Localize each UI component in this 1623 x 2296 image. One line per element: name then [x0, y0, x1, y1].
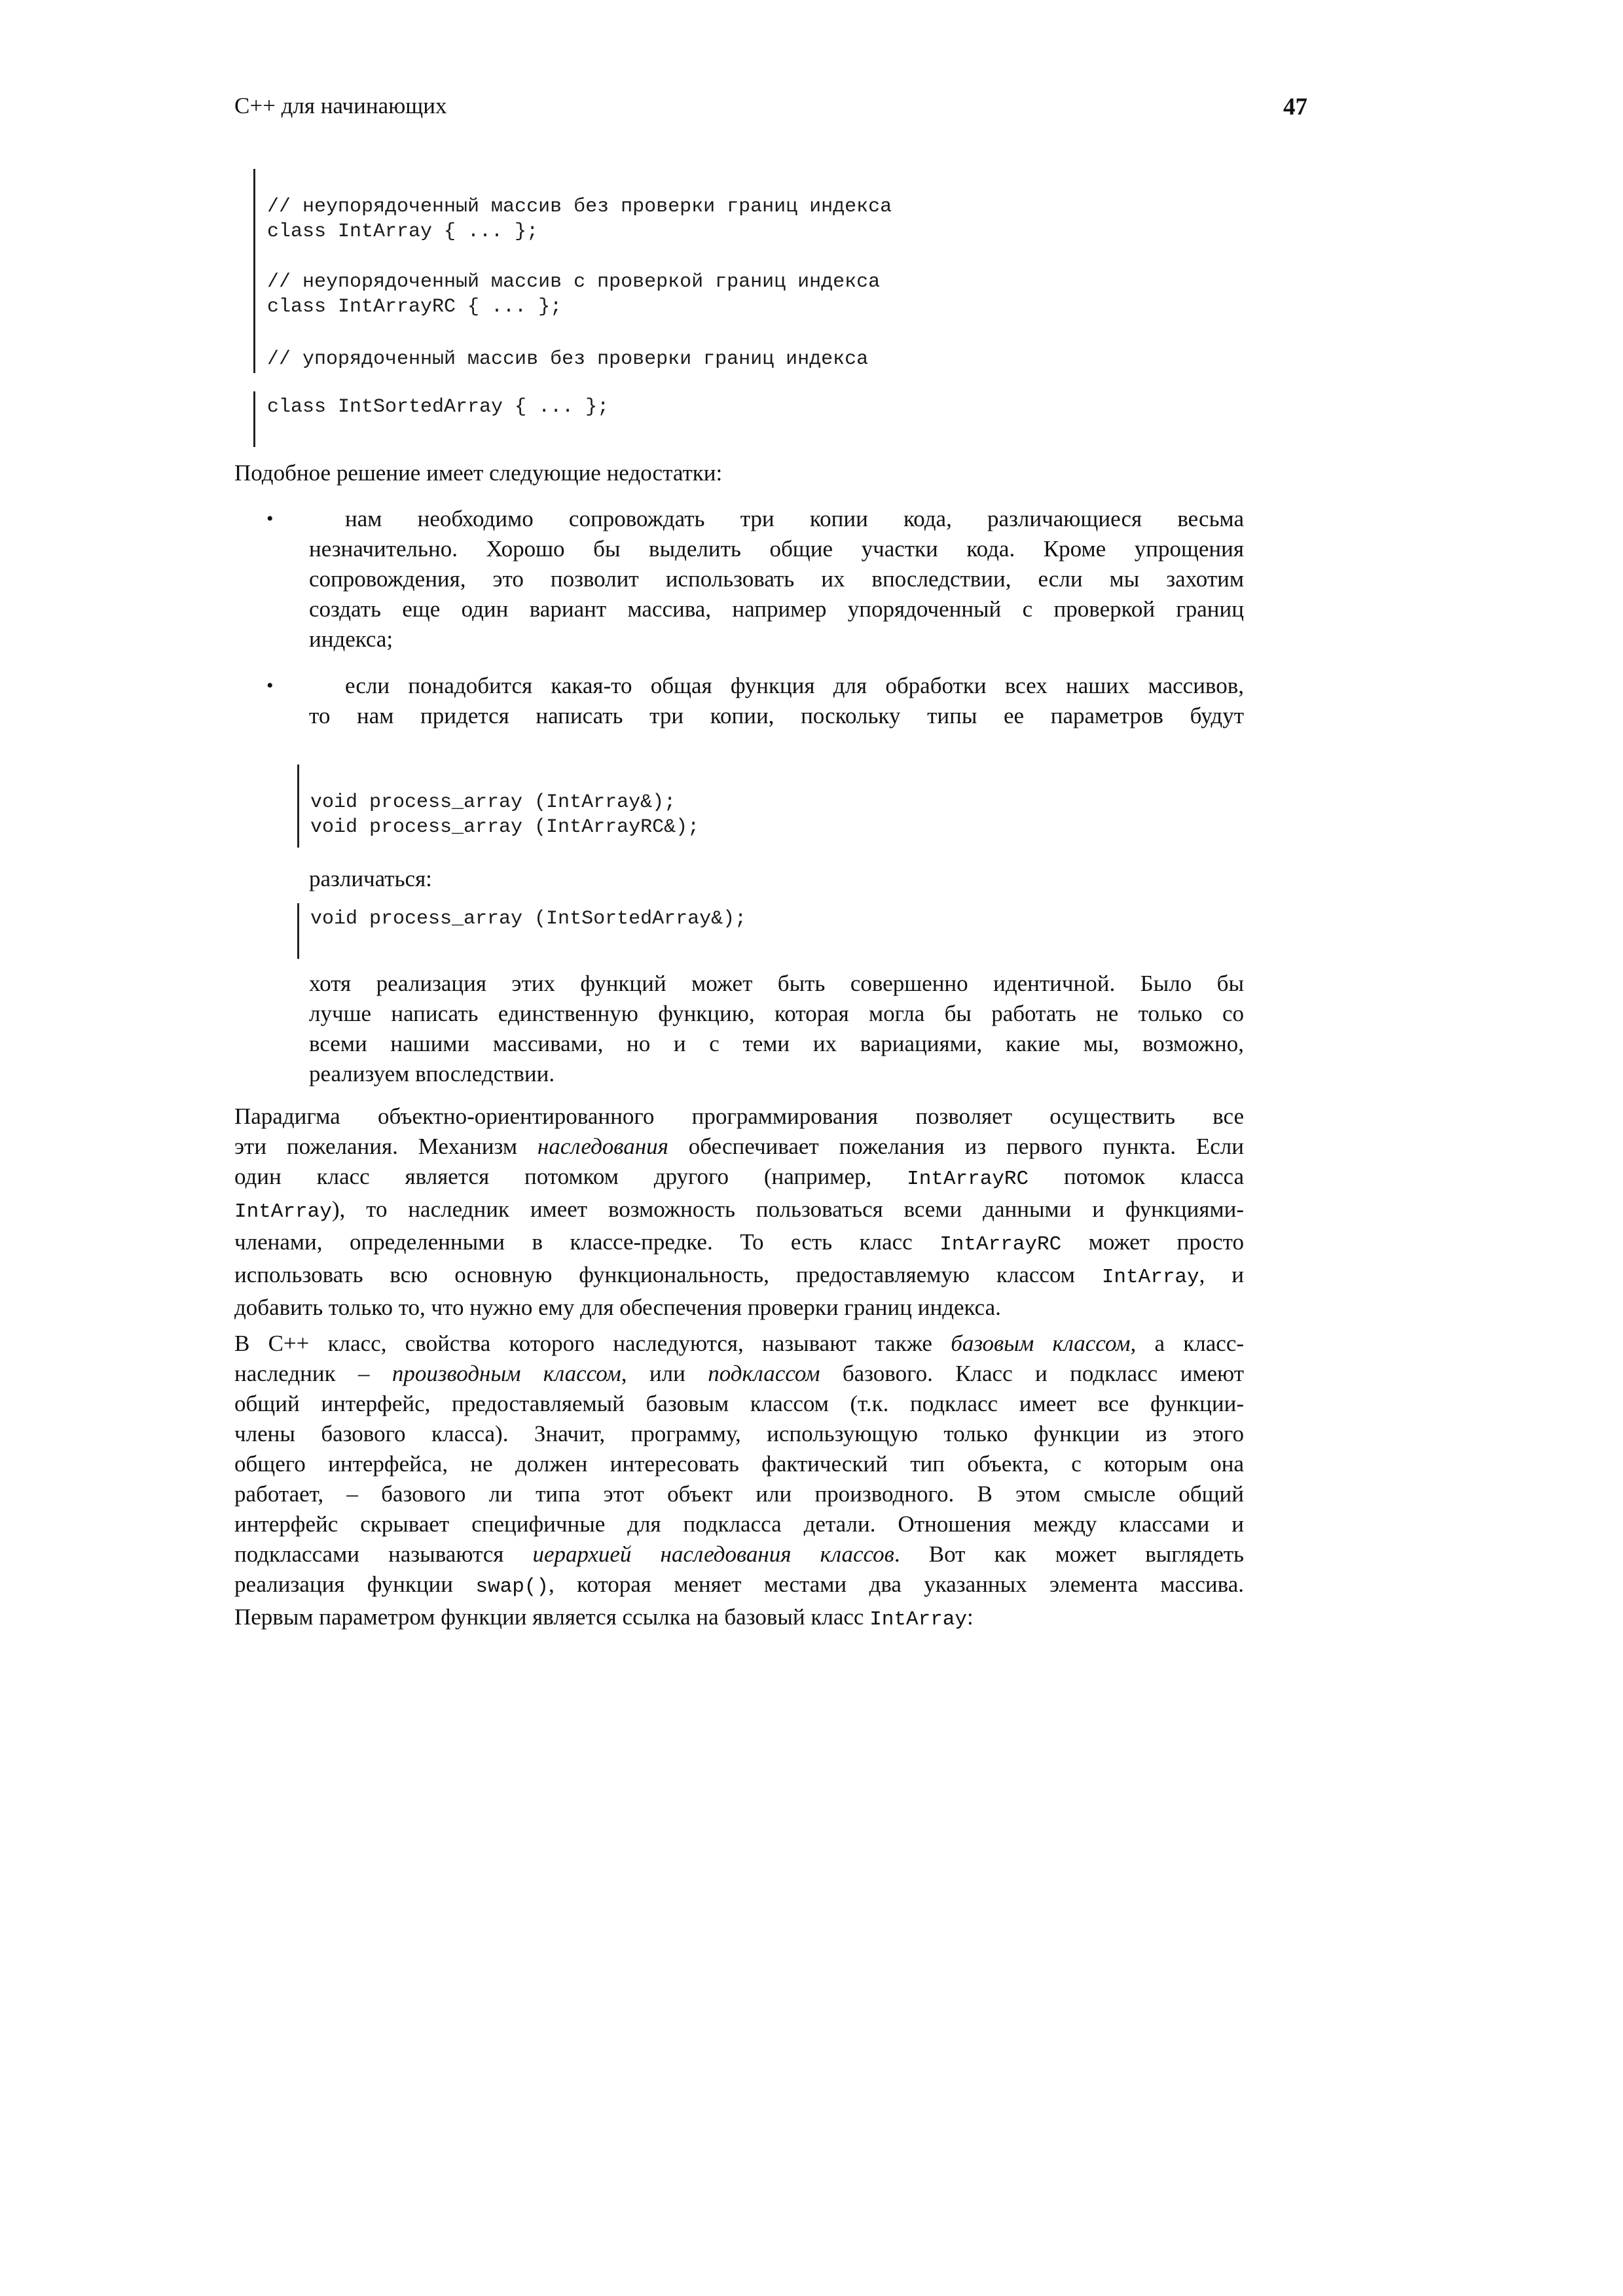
para2-text: Первым параметром функции является ссылка на базовый класс — [234, 1604, 870, 1630]
term-subclass: подклассом — [708, 1361, 820, 1386]
inline-code: IntArrayRC — [907, 1168, 1029, 1191]
bullet-2-tail-line: всеми нашими массивами, но и с теми их вариациями, какие мы, возможно, — [309, 1031, 1244, 1056]
para2-line — [234, 1329, 1244, 1359]
para1-text: потомок класса — [1029, 1164, 1244, 1189]
para2-line — [234, 1509, 1244, 1539]
inline-code: swap() — [475, 1575, 549, 1598]
term-derived-class: производным классом — [392, 1361, 621, 1386]
para2-text: базового. Класс и подкласс имеют — [820, 1361, 1244, 1386]
para2-text: , которая меняет местами два указанных элемента массива. — [549, 1571, 1245, 1597]
para1-text: членами, определенными в классе-предке. То есть класс — [234, 1229, 940, 1255]
para1-line — [234, 1293, 1244, 1323]
para2-line — [234, 1570, 1244, 1602]
para2-text: В С++ класс, свойства которого наследуются, называют также — [234, 1331, 951, 1356]
bullet-marker: • — [266, 675, 274, 696]
para1-line — [234, 1162, 1244, 1194]
code-block-1-bar — [253, 169, 255, 373]
code-block-3-bar — [297, 903, 299, 959]
inline-code: IntArray — [869, 1608, 968, 1631]
para2-line — [234, 1449, 1244, 1479]
code-block-2-bar — [297, 764, 299, 848]
intro-text: Подобное решение имеет следующие недостатки: — [234, 460, 723, 486]
paragraph-inheritance — [234, 1102, 1244, 1323]
bullet-2-tail-line: реализуем впоследствии. — [309, 1061, 555, 1086]
para2-line — [234, 1539, 1244, 1570]
para2-line — [234, 1359, 1244, 1389]
para2-line — [234, 1419, 1244, 1449]
code-block-3-line-1: void process_array (IntSortedArray&); — [310, 908, 747, 930]
differ-word: различаться: — [309, 866, 432, 891]
para1-text: добавить только то, что нужно ему для обеспечения проверки границ индекса. — [234, 1295, 1001, 1320]
para2-text: общего интерфейса, не должен интересовать фактический тип объекта, с которым она — [234, 1451, 1244, 1477]
bullet-marker: • — [266, 508, 274, 529]
bullet-2-line: если понадобится какая-то общая функция для обработки всех наших массивов, — [345, 673, 1244, 698]
para1-text: Парадигма объектно-ориентированного программирования позволяет осуществить все — [234, 1103, 1244, 1129]
inline-code: IntArrayRC — [939, 1233, 1062, 1256]
code-block-1-line-3: // неупорядоченный массив с проверкой границ индекса — [267, 271, 881, 293]
bullet-1-line: индекса; — [309, 626, 393, 652]
code-block-1-bar-lower — [253, 391, 255, 447]
para1-text: может просто — [1061, 1229, 1244, 1255]
term-hierarchy: иерархией наследования классов — [532, 1541, 894, 1567]
para2-line — [234, 1389, 1244, 1419]
para1-text: обеспечивает пожелания из первого пункта. Если — [668, 1134, 1244, 1159]
bullet-2-tail-line: лучше написать единственную функцию, которая могла бы работать не только со — [309, 1001, 1244, 1026]
page-number: 47 — [1283, 94, 1307, 120]
code-block-1-line-4: class IntArrayRC { ... }; — [267, 296, 562, 318]
para2-text: интерфейс скрывает специфичные для подкласса детали. Отношения между классами и — [234, 1511, 1244, 1537]
term-base-class: базовым классом, — [951, 1331, 1137, 1356]
para1-text: ), то наследник имеет возможность пользоваться всеми данными и функциями- — [331, 1196, 1244, 1222]
para1-text: использовать всю основную функциональность, предоставляемую классом — [234, 1262, 1102, 1287]
para2-text: реализация функции — [234, 1571, 476, 1597]
code-block-2-line-1: void process_array (IntArray&); — [310, 791, 676, 814]
code-block-1-line-2: class IntArray { ... }; — [267, 221, 539, 243]
para2-text: , или — [621, 1361, 708, 1386]
para1-line — [234, 1227, 1244, 1260]
code-block-1-line-1: // неупорядоченный массив без проверки границ индекса — [267, 196, 892, 218]
para2-line — [234, 1479, 1244, 1509]
para1-line — [234, 1260, 1244, 1293]
code-block-1-line-6: class IntSortedArray { ... }; — [267, 396, 610, 418]
para1-text: эти пожелания. Механизм — [234, 1134, 538, 1159]
bullet-2-text — [309, 671, 1244, 731]
para2-text: общий интерфейс, предоставляемый базовым классом (т.к. подкласс имеет все функции- — [234, 1391, 1244, 1416]
bullet-2-line: то нам придется написать три копии, поскольку типы ее параметров будут — [309, 703, 1244, 728]
running-header-title: C++ для начинающих — [234, 93, 447, 118]
bullet-2-tail — [309, 969, 1244, 1089]
para1-text: , и — [1199, 1262, 1245, 1287]
inline-code: IntArray — [1101, 1266, 1199, 1289]
bullet-1-line: незначительно. Хорошо бы выделить общие участки кода. Кроме упрощения — [309, 536, 1244, 562]
paragraph-base-class — [234, 1329, 1244, 1635]
bullet-1-line: нам необходимо сопровождать три копии кода, различающиеся весьма — [345, 506, 1244, 531]
para2-text: . Вот как может выглядеть — [894, 1541, 1244, 1567]
para1-line — [234, 1102, 1244, 1132]
para2-text: подклассами называются — [234, 1541, 533, 1567]
para2-text: а класс- — [1136, 1331, 1245, 1356]
bullet-1-text — [309, 504, 1244, 655]
term-inheritance: наследования — [537, 1134, 668, 1159]
inline-code: IntArray — [234, 1200, 332, 1223]
para2-text: члены базового класса). Значит, программу, использующую только функции из этого — [234, 1421, 1244, 1446]
bullet-1-line: создать еще один вариант массива, например упорядоченный с проверкой границ — [309, 596, 1244, 622]
code-block-1-line-5: // упорядоченный массив без проверки границ индекса — [267, 348, 869, 370]
para2-text: : — [967, 1604, 974, 1630]
para2-text: наследник – — [234, 1361, 392, 1386]
para1-line — [234, 1194, 1244, 1227]
bullet-1-line: сопровождения, это позволит использовать их впоследствии, если мы захотим — [309, 566, 1244, 592]
para2-line — [234, 1602, 1244, 1635]
bullet-2-tail-line: хотя реализация этих функций может быть совершенно идентичной. Было бы — [309, 971, 1244, 996]
para2-text: работает, – базового ли типа этот объект или производного. В этом смысле общий — [234, 1481, 1244, 1507]
code-block-2-line-2: void process_array (IntArrayRC&); — [310, 816, 700, 838]
para1-text: один класс является потомком другого (например, — [234, 1164, 907, 1189]
para1-line — [234, 1132, 1244, 1162]
